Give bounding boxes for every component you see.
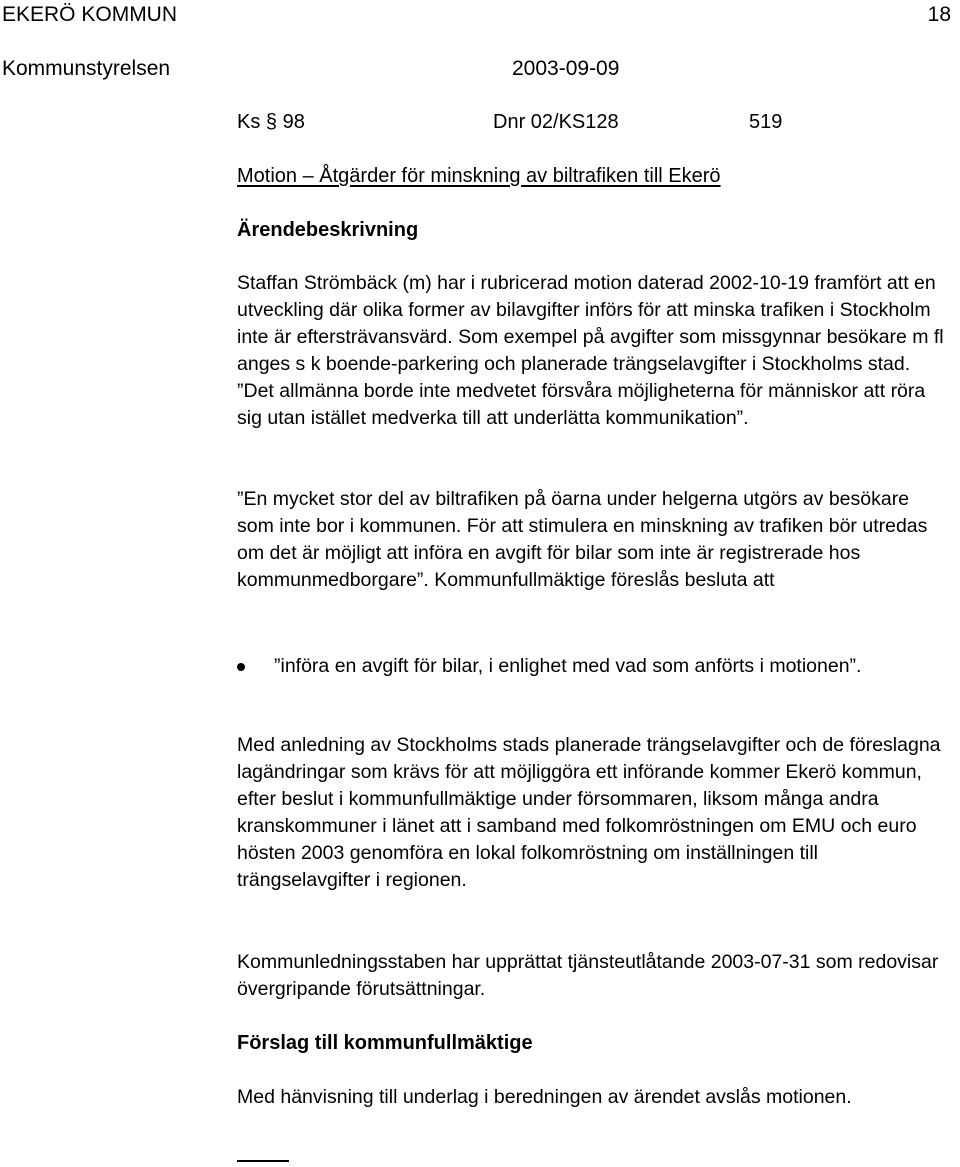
closing-divider	[237, 1160, 289, 1162]
case-number: Ks § 98	[237, 111, 305, 133]
page-reference: 519	[749, 111, 783, 133]
section-heading-proposal: Förslag till kommunfullmäktige	[237, 1032, 533, 1054]
committee-name: Kommunstyrelsen	[2, 57, 171, 80]
bullet-text: ”införa en avgift för bilar, i enlighet med vad som anförts i motionen”.	[274, 655, 862, 677]
paragraph: Med anledning av Stockholms stads planerade trängselavgifter och de föreslagna lagändringar som krävs för att möjliggöra ett införande kommer Ekerö kommun, efter beslut i kommunfullmäktige under försommaren, liksom många andra kranskommuner i länet att i samband med folkomröstningen om EMU och euro hösten 2003 genomföra en lokal folkomröstning om inställningen till trängselavgifter i regionen.	[237, 734, 941, 891]
page-number: 18	[927, 3, 951, 26]
diary-number: Dnr 02/KS128	[493, 111, 619, 133]
paragraph: Staffan Strömbäck (m) har i rubricerad motion daterad 2002-10-19 framfört att en utveckling där olika former av bilavgifter införs för att minska trafiken i Stockholm inte är eftersträvansvärd. Som exempel på avgifter som missgynnar besökare m fl anges s k boende-parkering och planerade trängselavgifter i Stockholms stad. ”Det allmänna borde inte medvetet försvåra möjligheterna för människor att röra sig utan istället medverka till att underlätta kommunikation”.	[237, 272, 944, 429]
meeting-date: 2003-09-09	[512, 57, 620, 80]
section-heading-description: Ärendebeskrivning	[237, 219, 419, 241]
motion-title: Motion – Åtgärder för minskning av biltrafiken till Ekerö	[237, 165, 721, 187]
paragraph: ”En mycket stor del av biltrafiken på öarna under helgerna utgörs av besökare som inte bor i kommunen. För att stimulera en minskning av trafiken bör utredas om det är möjligt att införa en avgift för bilar som inte är registrerade hos kommunmedborgare”. Kommunfullmäktige föreslås besluta att	[237, 488, 928, 591]
paragraph: Kommunledningsstaben har upprättat tjänsteutlåtande 2003-07-31 som redovisar övergripande förutsättningar.	[237, 951, 939, 1000]
municipality-name: EKERÖ KOMMUN	[2, 3, 178, 26]
paragraph: Med hänvisning till underlag i beredningen av ärendet avslås motionen.	[237, 1086, 852, 1108]
bullet-icon	[237, 663, 245, 671]
